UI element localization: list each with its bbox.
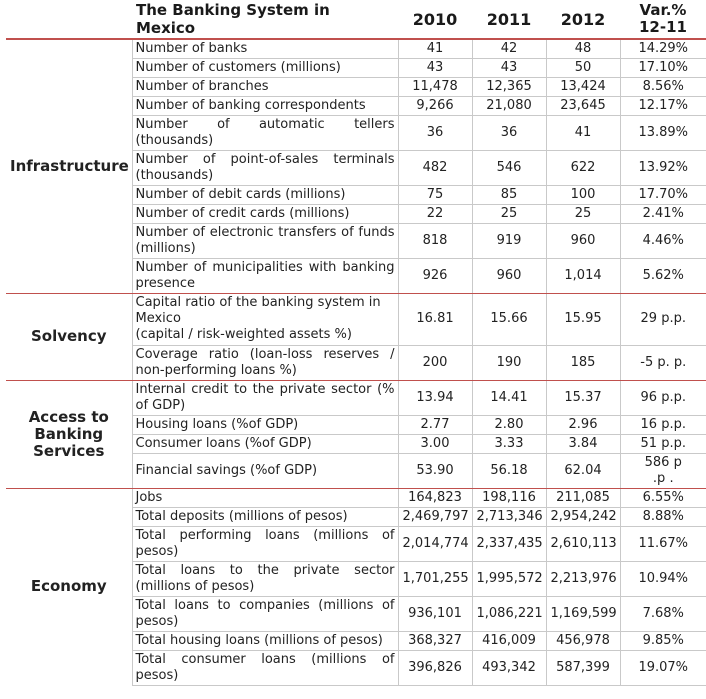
indicator-label: Internal credit to the private sector (% of GDP) [132,380,398,415]
value-variation-line1: 586 p [644,454,682,470]
header-year-2012: 2012 [546,0,620,39]
indicator-label: Number of credit cards (millions) [132,204,398,223]
value-2010: 53.90 [398,453,472,488]
value-2012: 41 [546,115,620,150]
indicator-label: Total loans to the private sector (millions of pesos) [132,561,398,596]
indicator-label: Total performing loans (millions of pesos) [132,526,398,561]
header-variation-line2: 12-11 [639,18,687,36]
section-access-line1: Access to [28,407,109,426]
header-variation-line1: Var.% [639,1,687,19]
value-2011: 42 [472,39,546,58]
value-2012: 50 [546,58,620,77]
value-variation: 7.68% [620,596,706,631]
indicator-label: Number of debit cards (millions) [132,185,398,204]
value-2010: 9,266 [398,96,472,115]
indicator-label: Number of banks [132,39,398,58]
value-variation: 6.55% [620,488,706,507]
value-2010: 43 [398,58,472,77]
table-row [6,293,706,345]
value-2012: 2,213,976 [546,561,620,596]
value-2011: 3.33 [472,434,546,453]
value-2012: 3.84 [546,434,620,453]
indicator-label: Total consumer loans (millions of pesos) [132,650,398,685]
value-2011: 14.41 [472,380,546,415]
value-2011: 85 [472,185,546,204]
value-2012: 15.37 [546,380,620,415]
indicator-label: Number of automatic tellers (thousands) [132,115,398,150]
value-2012: 23,645 [546,96,620,115]
value-2012: 587,399 [546,650,620,685]
value-2012: 25 [546,204,620,223]
indicator-label-line3: (capital / risk-weighted assets %) [135,327,352,342]
section-infrastructure: Infrastructure [6,39,132,293]
value-variation [620,453,706,488]
value-2010: 2,014,774 [398,526,472,561]
indicator-label: Number of electronic transfers of funds (millions) [132,223,398,258]
value-variation: 29 p.p. [620,293,706,345]
value-2011: 2,713,346 [472,507,546,526]
value-variation: 12.17% [620,96,706,115]
indicator-label: Housing loans (%of GDP) [132,415,398,434]
value-variation: 9.85% [620,631,706,650]
header-row [6,0,706,39]
indicator-label: Number of point-of-sales terminals (thousands) [132,150,398,185]
value-variation: 17.10% [620,58,706,77]
value-2010: 22 [398,204,472,223]
value-2010: 2,469,797 [398,507,472,526]
value-2010: 36 [398,115,472,150]
value-variation: 8.88% [620,507,706,526]
table-row [6,488,706,507]
value-2011: 12,365 [472,77,546,96]
value-2012: 456,978 [546,631,620,650]
section-access-to-banking-services [6,380,132,488]
value-2012: 2,610,113 [546,526,620,561]
value-2012: 62.04 [546,453,620,488]
value-variation: 16 p.p. [620,415,706,434]
value-variation: 13.92% [620,150,706,185]
value-2011: 416,009 [472,631,546,650]
indicator-label: Number of banking correspondents [132,96,398,115]
value-2010: 482 [398,150,472,185]
banking-system-table [6,0,706,686]
value-2010: 368,327 [398,631,472,650]
value-2012: 211,085 [546,488,620,507]
value-2010: 200 [398,345,472,380]
indicator-label: Total loans to companies (millions of pesos) [132,596,398,631]
header-blank [6,0,132,39]
indicator-label: Financial savings (%of GDP) [132,453,398,488]
value-variation: 19.07% [620,650,706,685]
value-2012: 48 [546,39,620,58]
value-variation: 5.62% [620,258,706,293]
value-variation: 96 p.p. [620,380,706,415]
value-2010: 2.77 [398,415,472,434]
value-2011: 1,995,572 [472,561,546,596]
value-2012: 622 [546,150,620,185]
table-row [6,380,706,415]
value-variation: 10.94% [620,561,706,596]
indicator-label: Number of customers (millions) [132,58,398,77]
table-row [6,39,706,58]
value-2010: 13.94 [398,380,472,415]
indicator-label: Coverage ratio (loan-loss reserves / non-performing loans %) [132,345,398,380]
value-2010: 1,701,255 [398,561,472,596]
value-2011: 21,080 [472,96,546,115]
value-2011: 190 [472,345,546,380]
value-2010: 818 [398,223,472,258]
value-2011: 15.66 [472,293,546,345]
value-2012: 2,954,242 [546,507,620,526]
value-2011: 2,337,435 [472,526,546,561]
indicator-label-line1: Capital ratio of the banking system in [135,295,381,310]
value-variation: 2.41% [620,204,706,223]
value-2012: 2.96 [546,415,620,434]
table-title: The Banking System in Mexico [132,0,398,39]
value-2011: 919 [472,223,546,258]
indicator-label [132,293,398,345]
indicator-label: Number of municipalities with banking presence [132,258,398,293]
value-2012: 185 [546,345,620,380]
value-2012: 100 [546,185,620,204]
value-2011: 546 [472,150,546,185]
value-2012: 15.95 [546,293,620,345]
indicator-label: Total deposits (millions of pesos) [132,507,398,526]
value-2011: 2.80 [472,415,546,434]
indicator-label: Jobs [132,488,398,507]
section-access-line3: Services [33,441,105,460]
value-2012: 1,169,599 [546,596,620,631]
value-2012: 960 [546,223,620,258]
value-2010: 16.81 [398,293,472,345]
value-2010: 3.00 [398,434,472,453]
indicator-label: Total housing loans (millions of pesos) [132,631,398,650]
value-variation: 51 p.p. [620,434,706,453]
value-2011: 56.18 [472,453,546,488]
indicator-label: Consumer loans (%of GDP) [132,434,398,453]
value-variation: 4.46% [620,223,706,258]
value-variation: 11.67% [620,526,706,561]
value-2010: 41 [398,39,472,58]
value-2011: 960 [472,258,546,293]
value-variation: 8.56% [620,77,706,96]
header-year-2011: 2011 [472,0,546,39]
value-2010: 396,826 [398,650,472,685]
section-solvency: Solvency [6,293,132,380]
value-2011: 25 [472,204,546,223]
value-2012: 1,014 [546,258,620,293]
value-2011: 43 [472,58,546,77]
value-2011: 493,342 [472,650,546,685]
value-2011: 198,116 [472,488,546,507]
value-2011: 1,086,221 [472,596,546,631]
value-2011: 36 [472,115,546,150]
header-variation [620,0,706,39]
value-variation: -5 p. p. [620,345,706,380]
value-2010: 164,823 [398,488,472,507]
value-2010: 926 [398,258,472,293]
indicator-label: Number of branches [132,77,398,96]
value-2010: 936,101 [398,596,472,631]
header-year-2010: 2010 [398,0,472,39]
section-economy: Economy [6,488,132,685]
value-2010: 75 [398,185,472,204]
indicator-label-line2: Mexico [135,311,181,326]
section-access-line2: Banking [34,424,104,443]
value-2012: 13,424 [546,77,620,96]
value-2010: 11,478 [398,77,472,96]
value-variation: 17.70% [620,185,706,204]
value-variation-line2: .p . [652,470,674,486]
value-variation: 14.29% [620,39,706,58]
value-variation: 13.89% [620,115,706,150]
